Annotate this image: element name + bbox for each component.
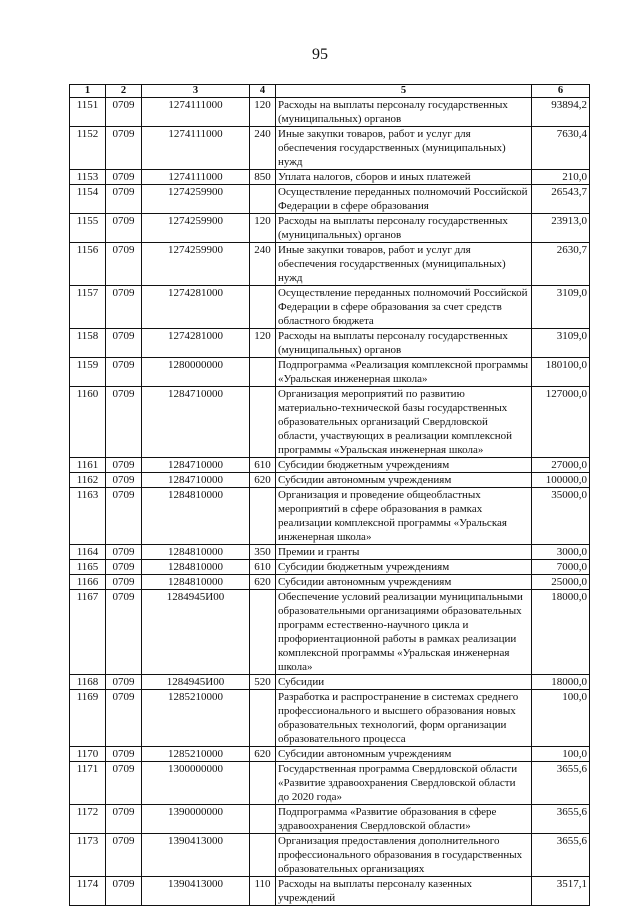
section-code: 0709 xyxy=(106,575,142,590)
item-description: Разработка и распространение в системах среднего профессионального и высшего образования новых образовательных технологий, форм организации образовательного процесса xyxy=(276,690,532,747)
target-code: 1284710000 xyxy=(142,387,250,458)
section-code: 0709 xyxy=(106,877,142,906)
row-number: 1158 xyxy=(70,329,106,358)
page-number: 95 xyxy=(312,46,328,63)
table-row xyxy=(70,805,590,834)
target-code: 1390413000 xyxy=(142,834,250,877)
item-description: Иные закупки товаров, работ и услуг для обеспечения государственных (муниципальных) нужд xyxy=(276,243,532,286)
item-description: Организация предоставления дополнительного профессионального образования в государственных образовательных организациях xyxy=(276,834,532,877)
row-number: 1155 xyxy=(70,214,106,243)
row-number: 1169 xyxy=(70,690,106,747)
section-code: 0709 xyxy=(106,387,142,458)
item-description: Расходы на выплаты персоналу государственных (муниципальных) органов xyxy=(276,329,532,358)
expense-type xyxy=(250,805,276,834)
table-row xyxy=(70,488,590,545)
target-code: 1274259900 xyxy=(142,185,250,214)
expense-type: 120 xyxy=(250,329,276,358)
section-code: 0709 xyxy=(106,488,142,545)
row-number: 1170 xyxy=(70,747,106,762)
row-number: 1151 xyxy=(70,98,106,127)
target-code: 1274111000 xyxy=(142,170,250,185)
row-number: 1154 xyxy=(70,185,106,214)
row-number: 1171 xyxy=(70,762,106,805)
target-code: 1274281000 xyxy=(142,329,250,358)
item-description: Расходы на выплаты персоналу государственных (муниципальных) органов xyxy=(276,214,532,243)
target-code: 1274259900 xyxy=(142,243,250,286)
target-code: 1284810000 xyxy=(142,575,250,590)
item-description: Иные закупки товаров, работ и услуг для обеспечения государственных (муниципальных) нужд xyxy=(276,127,532,170)
section-code: 0709 xyxy=(106,98,142,127)
column-header: 1 xyxy=(70,85,106,98)
expense-type: 240 xyxy=(250,127,276,170)
amount-value: 100000,0 xyxy=(532,473,590,488)
target-code: 1284945И00 xyxy=(142,590,250,675)
section-code: 0709 xyxy=(106,690,142,747)
table-row xyxy=(70,690,590,747)
table-row xyxy=(70,877,590,906)
expense-type: 620 xyxy=(250,575,276,590)
target-code: 1284810000 xyxy=(142,560,250,575)
expense-type: 620 xyxy=(250,473,276,488)
target-code: 1284710000 xyxy=(142,473,250,488)
amount-value: 100,0 xyxy=(532,747,590,762)
amount-value: 18000,0 xyxy=(532,675,590,690)
section-code: 0709 xyxy=(106,747,142,762)
amount-value: 3109,0 xyxy=(532,329,590,358)
target-code: 1284710000 xyxy=(142,458,250,473)
row-number: 1174 xyxy=(70,877,106,906)
expense-type: 350 xyxy=(250,545,276,560)
item-description: Государственная программа Свердловской области «Развитие здравоохранения Свердловской области до 2020 года» xyxy=(276,762,532,805)
target-code: 1285210000 xyxy=(142,690,250,747)
section-code: 0709 xyxy=(106,675,142,690)
amount-value: 3000,0 xyxy=(532,545,590,560)
expense-type: 110 xyxy=(250,877,276,906)
column-header: 4 xyxy=(250,85,276,98)
table-row xyxy=(70,762,590,805)
expense-type: 620 xyxy=(250,747,276,762)
row-number: 1160 xyxy=(70,387,106,458)
expense-type: 120 xyxy=(250,98,276,127)
amount-value: 7630,4 xyxy=(532,127,590,170)
expense-type: 610 xyxy=(250,560,276,575)
amount-value: 25000,0 xyxy=(532,575,590,590)
expense-type: 850 xyxy=(250,170,276,185)
expense-type xyxy=(250,690,276,747)
table-row xyxy=(70,358,590,387)
section-code: 0709 xyxy=(106,560,142,575)
expense-type xyxy=(250,590,276,675)
item-description: Обеспечение условий реализации муниципальными образовательными организациями образовательных программ естественно-научного цикла и профориентационной работы в рамках реализации комплексной программы «Уральская инженерная школа» xyxy=(276,590,532,675)
target-code: 1280000000 xyxy=(142,358,250,387)
row-number: 1162 xyxy=(70,473,106,488)
expense-type xyxy=(250,185,276,214)
expense-type xyxy=(250,286,276,329)
section-code: 0709 xyxy=(106,127,142,170)
table-row xyxy=(70,329,590,358)
amount-value: 23913,0 xyxy=(532,214,590,243)
amount-value: 3655,6 xyxy=(532,762,590,805)
section-code: 0709 xyxy=(106,473,142,488)
amount-value: 2630,7 xyxy=(532,243,590,286)
table-row xyxy=(70,590,590,675)
target-code: 1284810000 xyxy=(142,545,250,560)
column-header: 5 xyxy=(276,85,532,98)
table-row xyxy=(70,243,590,286)
item-description: Подпрограмма «Развитие образования в сфере здравоохранения Свердловской области» xyxy=(276,805,532,834)
expense-type xyxy=(250,387,276,458)
amount-value: 3109,0 xyxy=(532,286,590,329)
table-row xyxy=(70,473,590,488)
target-code: 1284810000 xyxy=(142,488,250,545)
section-code: 0709 xyxy=(106,762,142,805)
column-header: 2 xyxy=(106,85,142,98)
target-code: 1390413000 xyxy=(142,877,250,906)
table-row xyxy=(70,185,590,214)
amount-value: 210,0 xyxy=(532,170,590,185)
table-row xyxy=(70,286,590,329)
item-description: Расходы на выплаты персоналу казенных учреждений xyxy=(276,877,532,906)
expense-type xyxy=(250,834,276,877)
item-description: Субсидии автономным учреждениям xyxy=(276,747,532,762)
section-code: 0709 xyxy=(106,458,142,473)
section-code: 0709 xyxy=(106,214,142,243)
row-number: 1159 xyxy=(70,358,106,387)
section-code: 0709 xyxy=(106,185,142,214)
table-row xyxy=(70,127,590,170)
row-number: 1153 xyxy=(70,170,106,185)
section-code: 0709 xyxy=(106,805,142,834)
column-header: 6 xyxy=(532,85,590,98)
table-row xyxy=(70,214,590,243)
expense-type: 520 xyxy=(250,675,276,690)
row-number: 1164 xyxy=(70,545,106,560)
target-code: 1285210000 xyxy=(142,747,250,762)
amount-value: 35000,0 xyxy=(532,488,590,545)
item-description: Субсидии бюджетным учреждениям xyxy=(276,458,532,473)
section-code: 0709 xyxy=(106,243,142,286)
item-description: Осуществление переданных полномочий Российской Федерации в сфере образования за счет средств областного бюджета xyxy=(276,286,532,329)
item-description: Подпрограмма «Реализация комплексной программы «Уральская инженерная школа» xyxy=(276,358,532,387)
row-number: 1152 xyxy=(70,127,106,170)
table-row xyxy=(70,575,590,590)
section-code: 0709 xyxy=(106,590,142,675)
expense-type: 240 xyxy=(250,243,276,286)
row-number: 1165 xyxy=(70,560,106,575)
amount-value: 127000,0 xyxy=(532,387,590,458)
row-number: 1168 xyxy=(70,675,106,690)
amount-value: 27000,0 xyxy=(532,458,590,473)
target-code: 1274111000 xyxy=(142,127,250,170)
target-code: 1300000000 xyxy=(142,762,250,805)
section-code: 0709 xyxy=(106,834,142,877)
expense-type xyxy=(250,762,276,805)
amount-value: 93894,2 xyxy=(532,98,590,127)
target-code: 1274281000 xyxy=(142,286,250,329)
target-code: 1274111000 xyxy=(142,98,250,127)
table-row xyxy=(70,675,590,690)
amount-value: 18000,0 xyxy=(532,590,590,675)
row-number: 1166 xyxy=(70,575,106,590)
table-row xyxy=(70,560,590,575)
column-header: 3 xyxy=(142,85,250,98)
row-number: 1172 xyxy=(70,805,106,834)
target-code: 1284945И00 xyxy=(142,675,250,690)
table-row xyxy=(70,387,590,458)
budget-table xyxy=(69,84,590,906)
item-description: Организация мероприятий по развитию материально-технической базы государственных образовательных организаций Свердловской области, участвующих в реализации комплексной программы «Уральская инженерная школа» xyxy=(276,387,532,458)
row-number: 1161 xyxy=(70,458,106,473)
amount-value: 100,0 xyxy=(532,690,590,747)
table-header-row xyxy=(70,85,590,98)
row-number: 1157 xyxy=(70,286,106,329)
item-description: Субсидии бюджетным учреждениям xyxy=(276,560,532,575)
table-row xyxy=(70,834,590,877)
item-description: Уплата налогов, сборов и иных платежей xyxy=(276,170,532,185)
table-row xyxy=(70,545,590,560)
row-number: 1156 xyxy=(70,243,106,286)
item-description: Организация и проведение общеобластных мероприятий в сфере образования в рамках реализации комплексной программы «Уральская инженерная школа» xyxy=(276,488,532,545)
section-code: 0709 xyxy=(106,358,142,387)
amount-value: 3655,6 xyxy=(532,805,590,834)
amount-value: 3517,1 xyxy=(532,877,590,906)
amount-value: 3655,6 xyxy=(532,834,590,877)
section-code: 0709 xyxy=(106,545,142,560)
section-code: 0709 xyxy=(106,329,142,358)
expense-type: 120 xyxy=(250,214,276,243)
section-code: 0709 xyxy=(106,170,142,185)
item-description: Субсидии автономным учреждениям xyxy=(276,575,532,590)
item-description: Осуществление переданных полномочий Российской Федерации в сфере образования xyxy=(276,185,532,214)
item-description: Субсидии автономным учреждениям xyxy=(276,473,532,488)
table-row xyxy=(70,170,590,185)
target-code: 1274259900 xyxy=(142,214,250,243)
expense-type xyxy=(250,488,276,545)
table-row xyxy=(70,458,590,473)
expense-type xyxy=(250,358,276,387)
row-number: 1167 xyxy=(70,590,106,675)
amount-value: 7000,0 xyxy=(532,560,590,575)
item-description: Субсидии xyxy=(276,675,532,690)
item-description: Премии и гранты xyxy=(276,545,532,560)
target-code: 1390000000 xyxy=(142,805,250,834)
expense-type: 610 xyxy=(250,458,276,473)
row-number: 1163 xyxy=(70,488,106,545)
table-row xyxy=(70,98,590,127)
amount-value: 180100,0 xyxy=(532,358,590,387)
amount-value: 26543,7 xyxy=(532,185,590,214)
section-code: 0709 xyxy=(106,286,142,329)
item-description: Расходы на выплаты персоналу государственных (муниципальных) органов xyxy=(276,98,532,127)
row-number: 1173 xyxy=(70,834,106,877)
table-row xyxy=(70,747,590,762)
